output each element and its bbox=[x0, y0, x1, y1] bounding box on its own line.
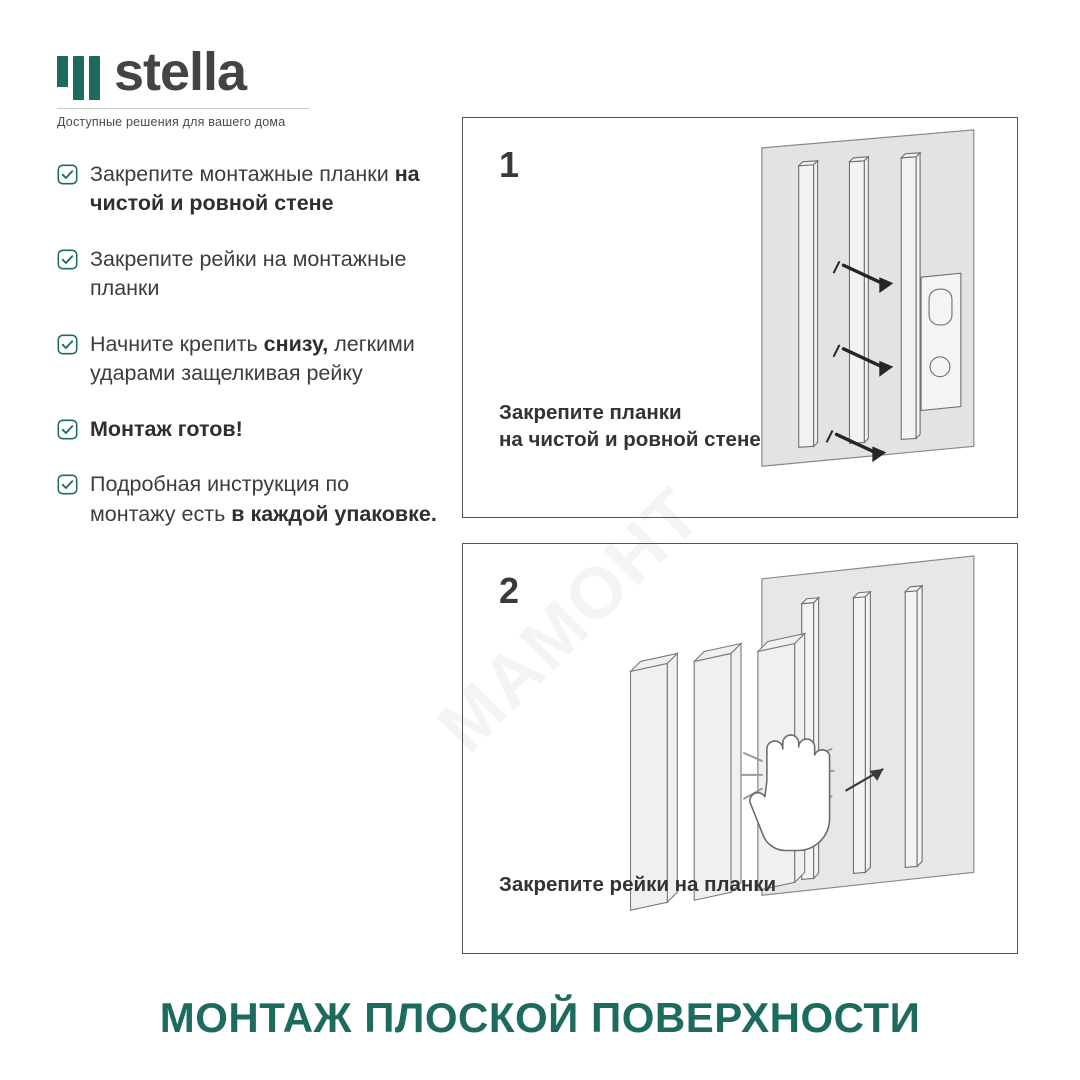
list-item-label: Начните крепить снизу, легкими ударами защелкивая рейку bbox=[90, 331, 415, 386]
step-panel-1 bbox=[462, 117, 1018, 518]
page-title: МОНТАЖ ПЛОСКОЙ ПОВЕРХНОСТИ bbox=[159, 994, 921, 1041]
list-item bbox=[57, 330, 437, 389]
list-item-label: Закрепите монтажные планки на чистой и ровной стене bbox=[90, 162, 420, 216]
check-circle-icon bbox=[57, 474, 78, 495]
step-panel-2 bbox=[462, 543, 1018, 954]
list-item-label: Подробная инструкция по монтажу есть в каждой упаковке. bbox=[90, 472, 437, 526]
check-circle-icon bbox=[57, 334, 78, 355]
list-item-label: Монтаж готов! bbox=[90, 416, 243, 441]
step-caption bbox=[499, 400, 761, 453]
step-number: 2 bbox=[499, 570, 520, 611]
list-item bbox=[57, 415, 437, 444]
check-circle-icon bbox=[57, 419, 78, 440]
brand-tagline: Доступные решения для вашего дома bbox=[57, 108, 309, 129]
check-circle-icon bbox=[57, 164, 78, 185]
brand-logo bbox=[57, 44, 387, 129]
list-item bbox=[57, 160, 437, 219]
step-caption-line2: на чистой и ровной стене bbox=[499, 427, 761, 451]
step-caption-line1: Закрепите планки bbox=[499, 401, 682, 424]
step-number: 1 bbox=[499, 144, 520, 185]
instruction-list bbox=[57, 160, 437, 555]
list-item-label: Закрепите рейки на монтажные планки bbox=[90, 246, 407, 301]
brand-name: stella bbox=[114, 42, 247, 102]
check-circle-icon bbox=[57, 249, 78, 270]
list-item bbox=[57, 245, 437, 304]
three-bars-logo-icon bbox=[57, 44, 100, 100]
list-item bbox=[57, 470, 437, 529]
step-caption bbox=[499, 872, 776, 899]
logo-row bbox=[57, 44, 387, 100]
wall-with-mounting-strips-and-screws-diagram bbox=[463, 118, 1017, 517]
step-caption-line1: Закрепите рейки на планки bbox=[499, 873, 777, 896]
